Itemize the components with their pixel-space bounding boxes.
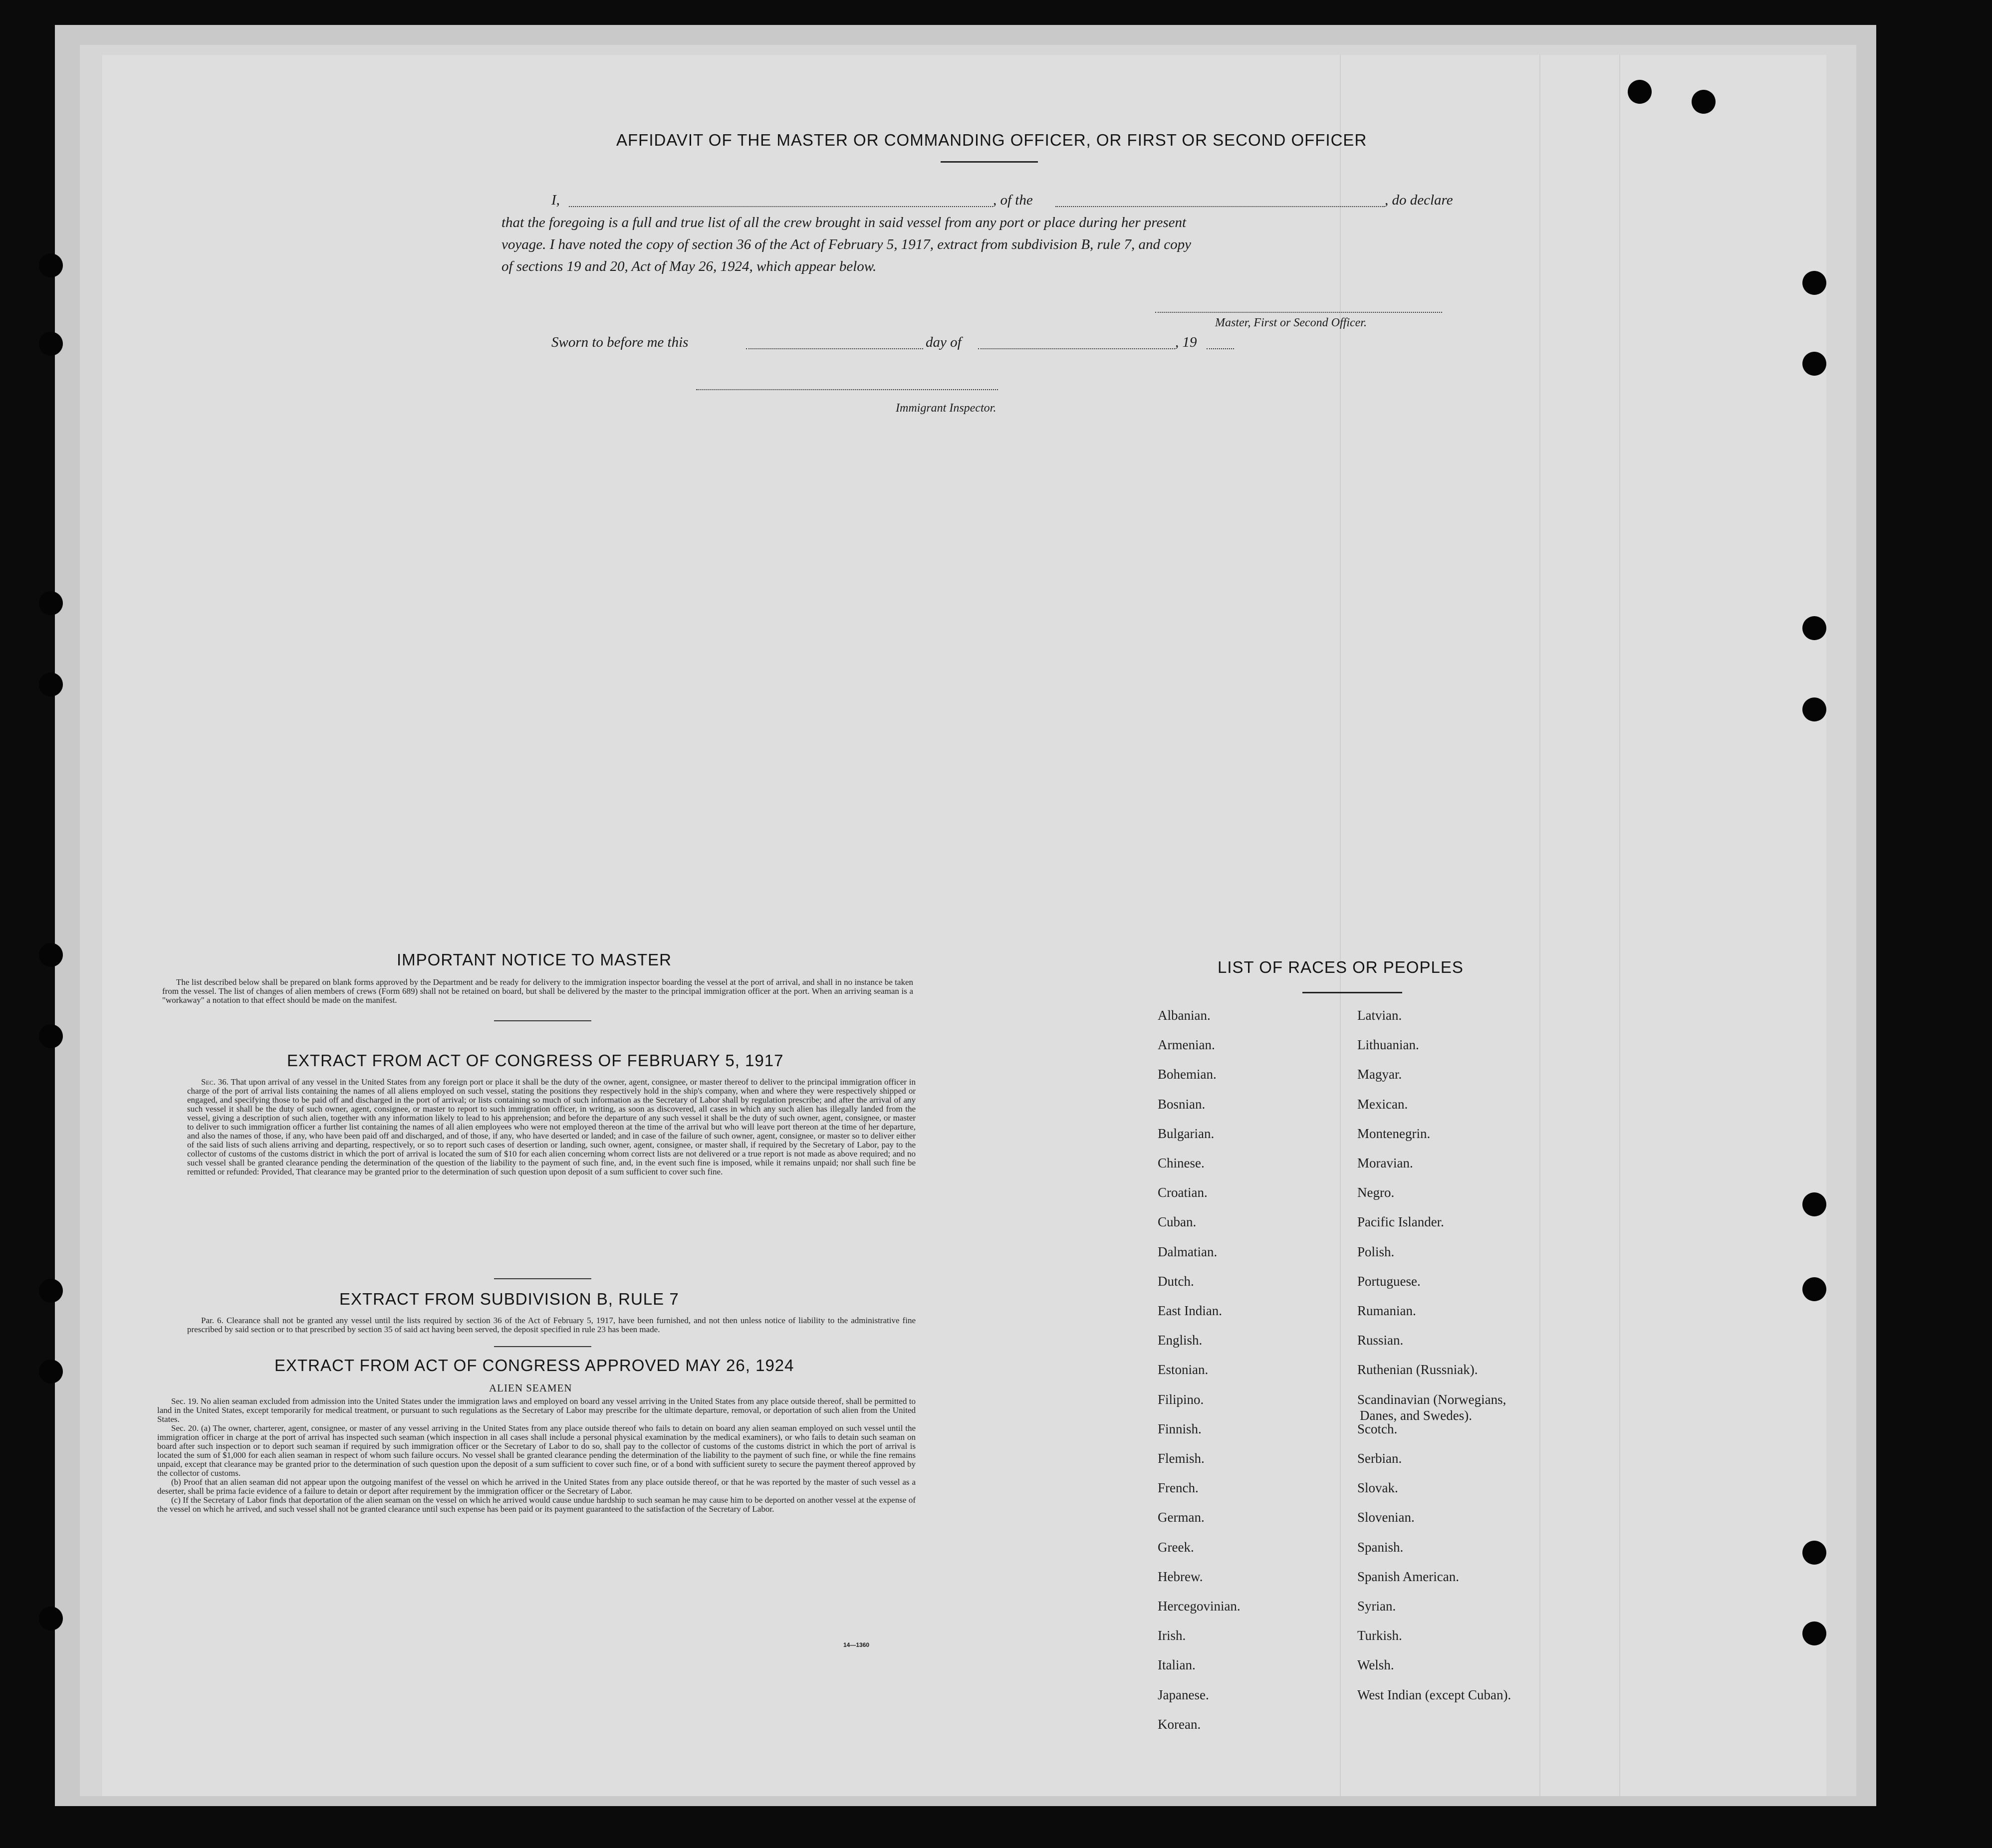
punch-hole bbox=[1802, 1192, 1826, 1216]
notice-text bbox=[162, 978, 913, 1005]
section-divider bbox=[494, 1278, 591, 1279]
sworn-month-blank[interactable] bbox=[978, 348, 1175, 349]
race-item: Armenian. bbox=[1158, 1037, 1215, 1053]
race-item: Montenegrin. bbox=[1357, 1126, 1431, 1141]
race-item: Syrian. bbox=[1357, 1599, 1396, 1614]
race-item: English. bbox=[1158, 1333, 1203, 1348]
master-signature-label: Master, First or Second Officer. bbox=[1215, 316, 1367, 329]
sworn-day-blank[interactable] bbox=[746, 348, 923, 349]
punch-hole bbox=[39, 1607, 63, 1630]
race-item: Estonian. bbox=[1158, 1362, 1209, 1378]
race-item: Dalmatian. bbox=[1158, 1244, 1218, 1259]
punch-hole bbox=[1802, 1277, 1826, 1301]
race-item: Pacific Islander. bbox=[1357, 1214, 1444, 1230]
affidavit-of-the: , of the bbox=[993, 192, 1033, 208]
inspector-signature-blank[interactable] bbox=[696, 389, 998, 390]
extract-1924-title: EXTRACT FROM ACT OF CONGRESS APPROVED MAY 26, 1924 bbox=[274, 1356, 794, 1375]
extract-rule7-title: EXTRACT FROM SUBDIVISION B, RULE 7 bbox=[339, 1290, 679, 1308]
alien-seamen-subtitle: ALIEN SEAMEN bbox=[489, 1382, 572, 1394]
form-number: 14—1360 bbox=[843, 1641, 870, 1648]
punch-hole bbox=[1628, 80, 1652, 104]
race-item: Slovak. bbox=[1357, 1480, 1398, 1496]
sworn-prefix: Sworn to before me this bbox=[551, 334, 689, 350]
notice-paragraph: The list described below shall be prepared on blank forms approved by the Department and be ready for delivery to the immigration inspector boarding the vessel at the port of arrival, and shall in no instance be taken from the vessel. The list of changes of alien members of crews (Form 689) shall not be retained on board, but shall be delivered by the master to the principal immigration officer at the port. When an arriving seaman is a "workaway" a notation to that effect should be made on the manifest. bbox=[162, 977, 913, 1005]
punch-hole bbox=[39, 673, 63, 696]
race-item: Latvian. bbox=[1357, 1008, 1402, 1023]
race-item: Scandinavian (Norwegians, bbox=[1357, 1391, 1506, 1407]
affidavit-line-3: voyage. I have noted the copy of section 36 of the Act of February 5, 1917, extract from subdivision B, rule 7, and copy bbox=[501, 236, 1192, 252]
race-item: Hercegovinian. bbox=[1158, 1599, 1241, 1614]
races-title: LIST OF RACES OR PEOPLES bbox=[1218, 958, 1464, 976]
race-item: Mexican. bbox=[1357, 1096, 1408, 1112]
notice-title: IMPORTANT NOTICE TO MASTER bbox=[397, 950, 672, 969]
affidavit-title: AFFIDAVIT OF THE MASTER OR COMMANDING OFFICER, OR FIRST OR SECOND OFFICER bbox=[616, 131, 1367, 149]
bleed-grid-line bbox=[1619, 55, 1620, 1796]
race-item: Chinese. bbox=[1158, 1155, 1205, 1170]
punch-hole bbox=[1692, 90, 1716, 114]
punch-hole bbox=[1802, 271, 1826, 295]
extract-rule7-text bbox=[187, 1316, 916, 1334]
extract-1917-text bbox=[187, 1078, 916, 1176]
punch-hole bbox=[1802, 1541, 1826, 1565]
punch-hole bbox=[1802, 697, 1826, 721]
punch-hole bbox=[39, 1024, 63, 1048]
sec20c-paragraph: (c) If the Secretary of Labor finds that deportation of the alien seaman on the vessel on which he arrived would cause undue hardship to such seaman he may cause him to be deported on another vessel at the expense of the vessel on which he arrived, and such vessel shall not be granted clearance until such expense has been paid or its payment guaranteed to the satisfaction of the Secretary of Labor. bbox=[157, 1495, 916, 1514]
vessel-blank[interactable] bbox=[1055, 206, 1385, 207]
affidavit-line-4: of sections 19 and 20, Act of May 26, 1924, which appear below. bbox=[501, 258, 877, 274]
affidavit-do-declare: , do declare bbox=[1385, 192, 1453, 208]
race-item: Bulgarian. bbox=[1158, 1126, 1215, 1141]
section-divider bbox=[494, 1020, 591, 1021]
race-item: Cuban. bbox=[1158, 1214, 1197, 1230]
name-blank[interactable] bbox=[569, 206, 993, 207]
race-item: East Indian. bbox=[1158, 1303, 1222, 1318]
race-item: Finnish. bbox=[1158, 1421, 1202, 1436]
race-item: West Indian (except Cuban). bbox=[1357, 1687, 1511, 1702]
race-item: Rumanian. bbox=[1357, 1303, 1416, 1318]
race-item: Magyar. bbox=[1357, 1067, 1402, 1082]
punch-hole bbox=[39, 1360, 63, 1384]
sworn-day-of: day of bbox=[926, 334, 962, 350]
sworn-year-blank[interactable] bbox=[1207, 348, 1234, 349]
punch-hole bbox=[1802, 616, 1826, 640]
race-item: German. bbox=[1158, 1510, 1205, 1525]
race-item: Hebrew. bbox=[1158, 1569, 1203, 1584]
race-item: Russian. bbox=[1357, 1333, 1404, 1348]
sworn-year: , 19 bbox=[1175, 334, 1197, 350]
punch-hole bbox=[39, 253, 63, 277]
extract-1924-text bbox=[157, 1397, 916, 1514]
inspector-label: Immigrant Inspector. bbox=[896, 402, 996, 415]
race-item: Portuguese. bbox=[1357, 1273, 1421, 1289]
race-item: Danes, and Swedes). bbox=[1360, 1407, 1472, 1423]
section-divider bbox=[494, 1346, 591, 1347]
title-divider bbox=[941, 161, 1038, 163]
race-item: Moravian. bbox=[1357, 1155, 1413, 1170]
affidavit-i: I, bbox=[551, 192, 560, 208]
sec20a-paragraph: Sec. 20. (a) The owner, charterer, agent, consignee, or master of any vessel arriving in the United States from any place outside thereof who fails to detain on board any alien seaman employed on such vessel until the immigration officer in charge at the port of arrival has inspected such seaman (which inspection in all cases shall include a personal physical examination by the medical examiners), or who fails to detain such seaman on board after such inspection or to deport such seaman if required by such immigration officer or the Secretary of Labor to do so, shall pay to the collector of customs of the customs district in which the port of arrival is located the sum of $1,000 for each alien seaman in respect of whom such failure occurs. No vessel shall be granted clearance pending the determination of the liability to the payment of such fine, or while the fine remains unpaid, except that clearance may be granted prior to the determination of such question upon the deposit of a sum sufficient to cover such fine, or of a bond with sufficient surety to secure the payment thereof approved by the collector of customs. bbox=[157, 1423, 916, 1478]
race-item: Flemish. bbox=[1158, 1451, 1205, 1466]
sec19-paragraph: Sec. 19. No alien seaman excluded from admission into the United States under the immigration laws and employed on board any vessel arriving in the United States from any place outside thereof, shall be permitted to land in the United States, except temporarily for medical treatment, or pursuant to such regulations as the Secretary of Labor may prescribe for the ultimate departure, removal, or deportation of such alien from the United States. bbox=[157, 1396, 916, 1424]
race-item: Dutch. bbox=[1158, 1273, 1194, 1289]
race-item: Ruthenian (Russniak). bbox=[1357, 1362, 1478, 1378]
race-item: Bosnian. bbox=[1158, 1096, 1206, 1112]
section-36-label: Sec. 36. bbox=[201, 1077, 229, 1087]
extract-1917-title: EXTRACT FROM ACT OF CONGRESS OF FEBRUARY 5, 1917 bbox=[287, 1051, 784, 1070]
race-item: Korean. bbox=[1158, 1716, 1201, 1732]
race-item: Albanian. bbox=[1158, 1008, 1211, 1023]
punch-hole bbox=[39, 332, 63, 356]
races-divider bbox=[1302, 992, 1402, 993]
race-item: French. bbox=[1158, 1480, 1199, 1496]
section-36-body: That upon arrival of any vessel in the United States from any foreign port or place it shall be the duty of the owner, agent, consignee, or master thereof to deliver to the principal immigration officer in charge of the port of arrival lists containing the names of all aliens employed on such vessel, stating the positions they respectively hold in the ship's company, when and where they were respectively shipped or engaged, and specifying those to be paid off and discharged in the port of arrival; or lists containing so much of such information as the Secretary of Labor shall by regulation prescribe; and after the arrival of any such vessel it shall be the duty of such owner, agent, consignee, or master to report to such immigration officer, in writing, as soon as discovered, all cases in which any such alien has illegally landed from the vessel, giving a description of such alien, together with any information likely to lead to his apprehension; and before the departure of any such vessel it shall be the duty of such owner, agent, consignee, or master to deliver to such immigration officer a further list containing the names of all alien employees who were not employed thereon at the time of the arrival but who will leave port thereon at the time of her departure, and also the names of those, if any, who have been paid off and discharged, and of those, if any, who have deserted or landed; and in case of the failure of such owner, agent, consignee, or master so to deliver either of the said lists of such aliens arriving and departing, respectively, or so to report such cases of desertion or landing, such owner, agent, consignee, or master shall, if required by the Secretary of Labor, pay to the collector of customs of the customs district in which the port of arrival is located the sum of $10 for each alien concerning whom correct lists are not delivered or a true report is not made as above required; and no such vessel shall be granted clearance pending the determination of the question of the liability to the payment of such fine, and, in the event such fine is imposed, while it remains unpaid; nor shall such fine be remitted or refunded: Provided, That clearance may be granted prior to the determination of such question upon deposit of a sum sufficient to cover such fine. bbox=[187, 1077, 916, 1176]
sec20b-paragraph: (b) Proof that an alien seaman did not appear upon the outgoing manifest of the vessel on which he arrived in the United States from any place outside thereof, or that he was reported by the master of such vessel as a deserter, shall be prima facie evidence of a failure to detain or deport after requirement by the immigration officer or the Secretary of Labor. bbox=[157, 1477, 916, 1496]
race-item: Japanese. bbox=[1158, 1687, 1209, 1702]
race-item: Slovenian. bbox=[1357, 1510, 1415, 1525]
race-item: Croatian. bbox=[1158, 1185, 1208, 1200]
race-item: Greek. bbox=[1158, 1539, 1194, 1555]
race-item: Filipino. bbox=[1158, 1391, 1204, 1407]
punch-hole bbox=[39, 591, 63, 615]
race-item: Bohemian. bbox=[1158, 1067, 1217, 1082]
rule7-paragraph: Par. 6. Clearance shall not be granted any vessel until the lists required by section 36 of the Act of February 5, 1917, have been furnished, and not then unless notice of liability to the administrative fine prescribed by said section or to that prescribed by section 35 of said act having been served, the deposit specified in rule 23 has been made. bbox=[187, 1316, 916, 1334]
punch-hole bbox=[1802, 1621, 1826, 1645]
punch-hole bbox=[39, 943, 63, 967]
race-item: Irish. bbox=[1158, 1628, 1186, 1643]
race-item: Serbian. bbox=[1357, 1451, 1402, 1466]
document-page bbox=[102, 55, 1826, 1796]
race-item: Scotch. bbox=[1357, 1421, 1398, 1436]
race-item: Spanish American. bbox=[1357, 1569, 1459, 1584]
affidavit-line-2: that the foregoing is a full and true list of all the crew brought in said vessel from any port or place during her present bbox=[501, 215, 1187, 231]
race-item: Polish. bbox=[1357, 1244, 1395, 1259]
punch-hole bbox=[39, 1279, 63, 1303]
race-item: Spanish. bbox=[1357, 1539, 1404, 1555]
master-signature-blank[interactable] bbox=[1155, 312, 1442, 313]
race-item: Lithuanian. bbox=[1357, 1037, 1419, 1053]
punch-hole bbox=[1802, 352, 1826, 376]
race-item: Turkish. bbox=[1357, 1628, 1402, 1643]
race-item: Welsh. bbox=[1357, 1657, 1394, 1673]
bleed-grid-line bbox=[1539, 55, 1540, 1796]
race-item: Italian. bbox=[1158, 1657, 1196, 1673]
race-item: Negro. bbox=[1357, 1185, 1395, 1200]
